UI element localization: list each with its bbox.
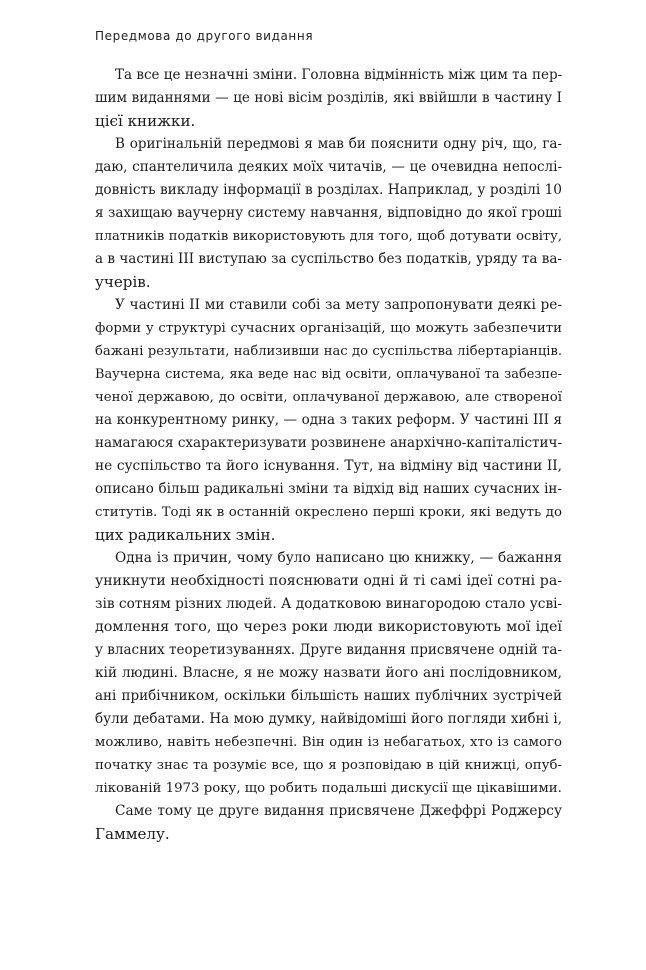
text-line: Гаммелу. xyxy=(95,825,170,843)
running-head: Передмова до другого видання xyxy=(95,29,314,43)
text-line: ані прибічником, оскільки більшість наших публічних зустрічей xyxy=(95,688,562,704)
text-line: Одна із причин, чому було написано цю книжку, — бажання xyxy=(115,550,562,566)
text-line: лікованій 1973 року, що робить подальші дискусії ще цікавішими. xyxy=(95,781,562,796)
text-line: на конкурентному ринку, — одна з таких реформ. У частині III я xyxy=(95,412,562,428)
text-line: Та все це незначні зміни. Головна відмінність між цим та пер- xyxy=(115,67,563,83)
text-line: У частині II ми ставили собі за мету запропонувати деякі ре- xyxy=(115,297,562,313)
text-line: були дебатами. На мою думку, найвідоміші його погляди хибні і, xyxy=(95,711,562,727)
text-line: описано більш радикальні зміни та відхід від наших сучасних ін- xyxy=(95,481,562,497)
text-line: платників податків використовують для того, щоб дотувати освіту, xyxy=(95,229,562,244)
text-line: шим виданнями — це нові вісім розділів, які ввійшли в частину I xyxy=(95,90,562,106)
text-line: а в частині III виступаю за суспільство без податків, уряду та ва- xyxy=(95,251,562,267)
text-line: намагаюся схарактеризувати розвинене анархічно-капіталістич- xyxy=(95,435,563,451)
text-line: зів сотням різних людей. А додатковою винагородою стало усві- xyxy=(95,596,563,612)
text-line: кій людині. Власне, я не можу назвати його ані послідовником, xyxy=(95,665,562,681)
text-line: Саме тому це друге видання присвячене Джеффрі Роджерсу xyxy=(115,803,562,819)
text-line: початку знає та розуміє все, що я розповідаю в цій книжці, опуб- xyxy=(95,758,562,773)
text-line: Ваучерна система, яка веде нас від освіти, оплачуваної та забезпе- xyxy=(95,367,562,382)
text-line: ститутів. Тоді як в останній окреслено перші кроки, які ведуть до xyxy=(95,505,562,520)
text-line: форми у структурі сучасних організацій, що можуть забезпечити xyxy=(95,321,562,336)
text-line: не суспільство та його існування. Тут, на відміну від частини II, xyxy=(95,458,562,474)
text-line: цієї книжки. xyxy=(95,112,196,130)
text-line: я захищаю ваучерну систему навчання, відповідно до якої гроші xyxy=(95,205,562,221)
text-line: домлення того, що через роки люди використовують мої ідеї xyxy=(95,619,562,635)
text-line: бажані результати, наблизивши нас до суспільства лібертаріанців. xyxy=(95,344,562,359)
text-line: можливо, навіть небезпечні. Він один із небагатьох, хто із самого xyxy=(95,735,562,750)
text-line: ченої державою, до освіти, оплачуваної державою, але створеної xyxy=(95,390,562,405)
text-line: у власних теоретизуваннях. Друге видання присвячене одній та- xyxy=(95,642,562,658)
text-line: довність викладу інформації в розділах. Наприклад, у розділі 10 xyxy=(95,182,562,198)
text-line: цих радикальних змін. xyxy=(95,526,276,544)
text-line: В оригінальній передмові я мав би пояснити одну річ, що, га- xyxy=(115,136,562,152)
text-line: учерів. xyxy=(95,273,151,291)
text-line: даю, спантеличила деяких моїх читачів, — це очевидна непослі- xyxy=(95,159,562,175)
text-line: уникнути необхідності пояснювати одні й ті самі ідеї сотні ра- xyxy=(95,573,562,589)
